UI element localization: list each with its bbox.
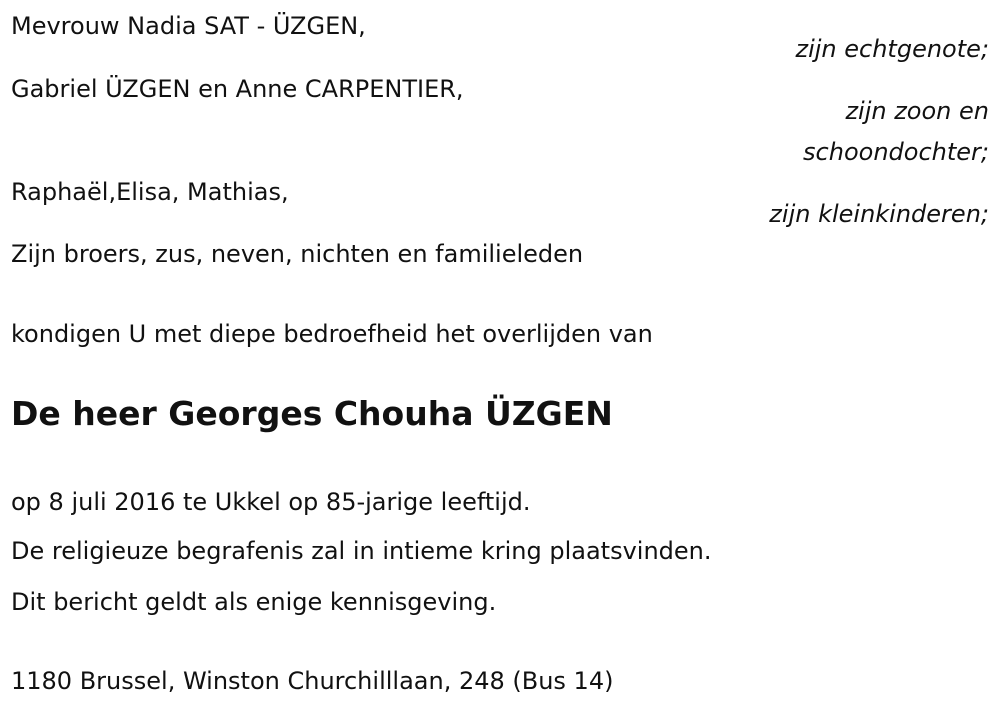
relation-label: schoondochter; [803,138,989,166]
detail-line: De religieuze begrafenis zal in intieme kring plaatsvinden. [11,537,712,565]
relative-name: Mevrouw Nadia SAT - ÜZGEN, [11,12,366,40]
detail-line: Dit bericht geldt als enige kennisgeving. [11,588,497,616]
family-line: Zijn broers, zus, neven, nichten en familieleden [11,240,584,268]
relation-label: zijn kleinkinderen; [769,200,989,228]
detail-line: op 8 juli 2016 te Ukkel op 85-jarige leeftijd. [11,488,531,516]
announcement: kondigen U met diepe bedroefheid het overlijden van [11,320,653,348]
relation-label: zijn zoon en [845,97,989,125]
relative-name: Gabriel ÜZGEN en Anne CARPENTIER, [11,75,464,103]
relation-label: zijn echtgenote; [795,35,989,63]
address: 1180 Brussel, Winston Churchilllaan, 248 (Bus 14) [11,667,614,695]
deceased-name: De heer Georges Chouha ÜZGEN [11,394,613,433]
relative-name: Raphaël,Elisa, Mathias, [11,178,289,206]
